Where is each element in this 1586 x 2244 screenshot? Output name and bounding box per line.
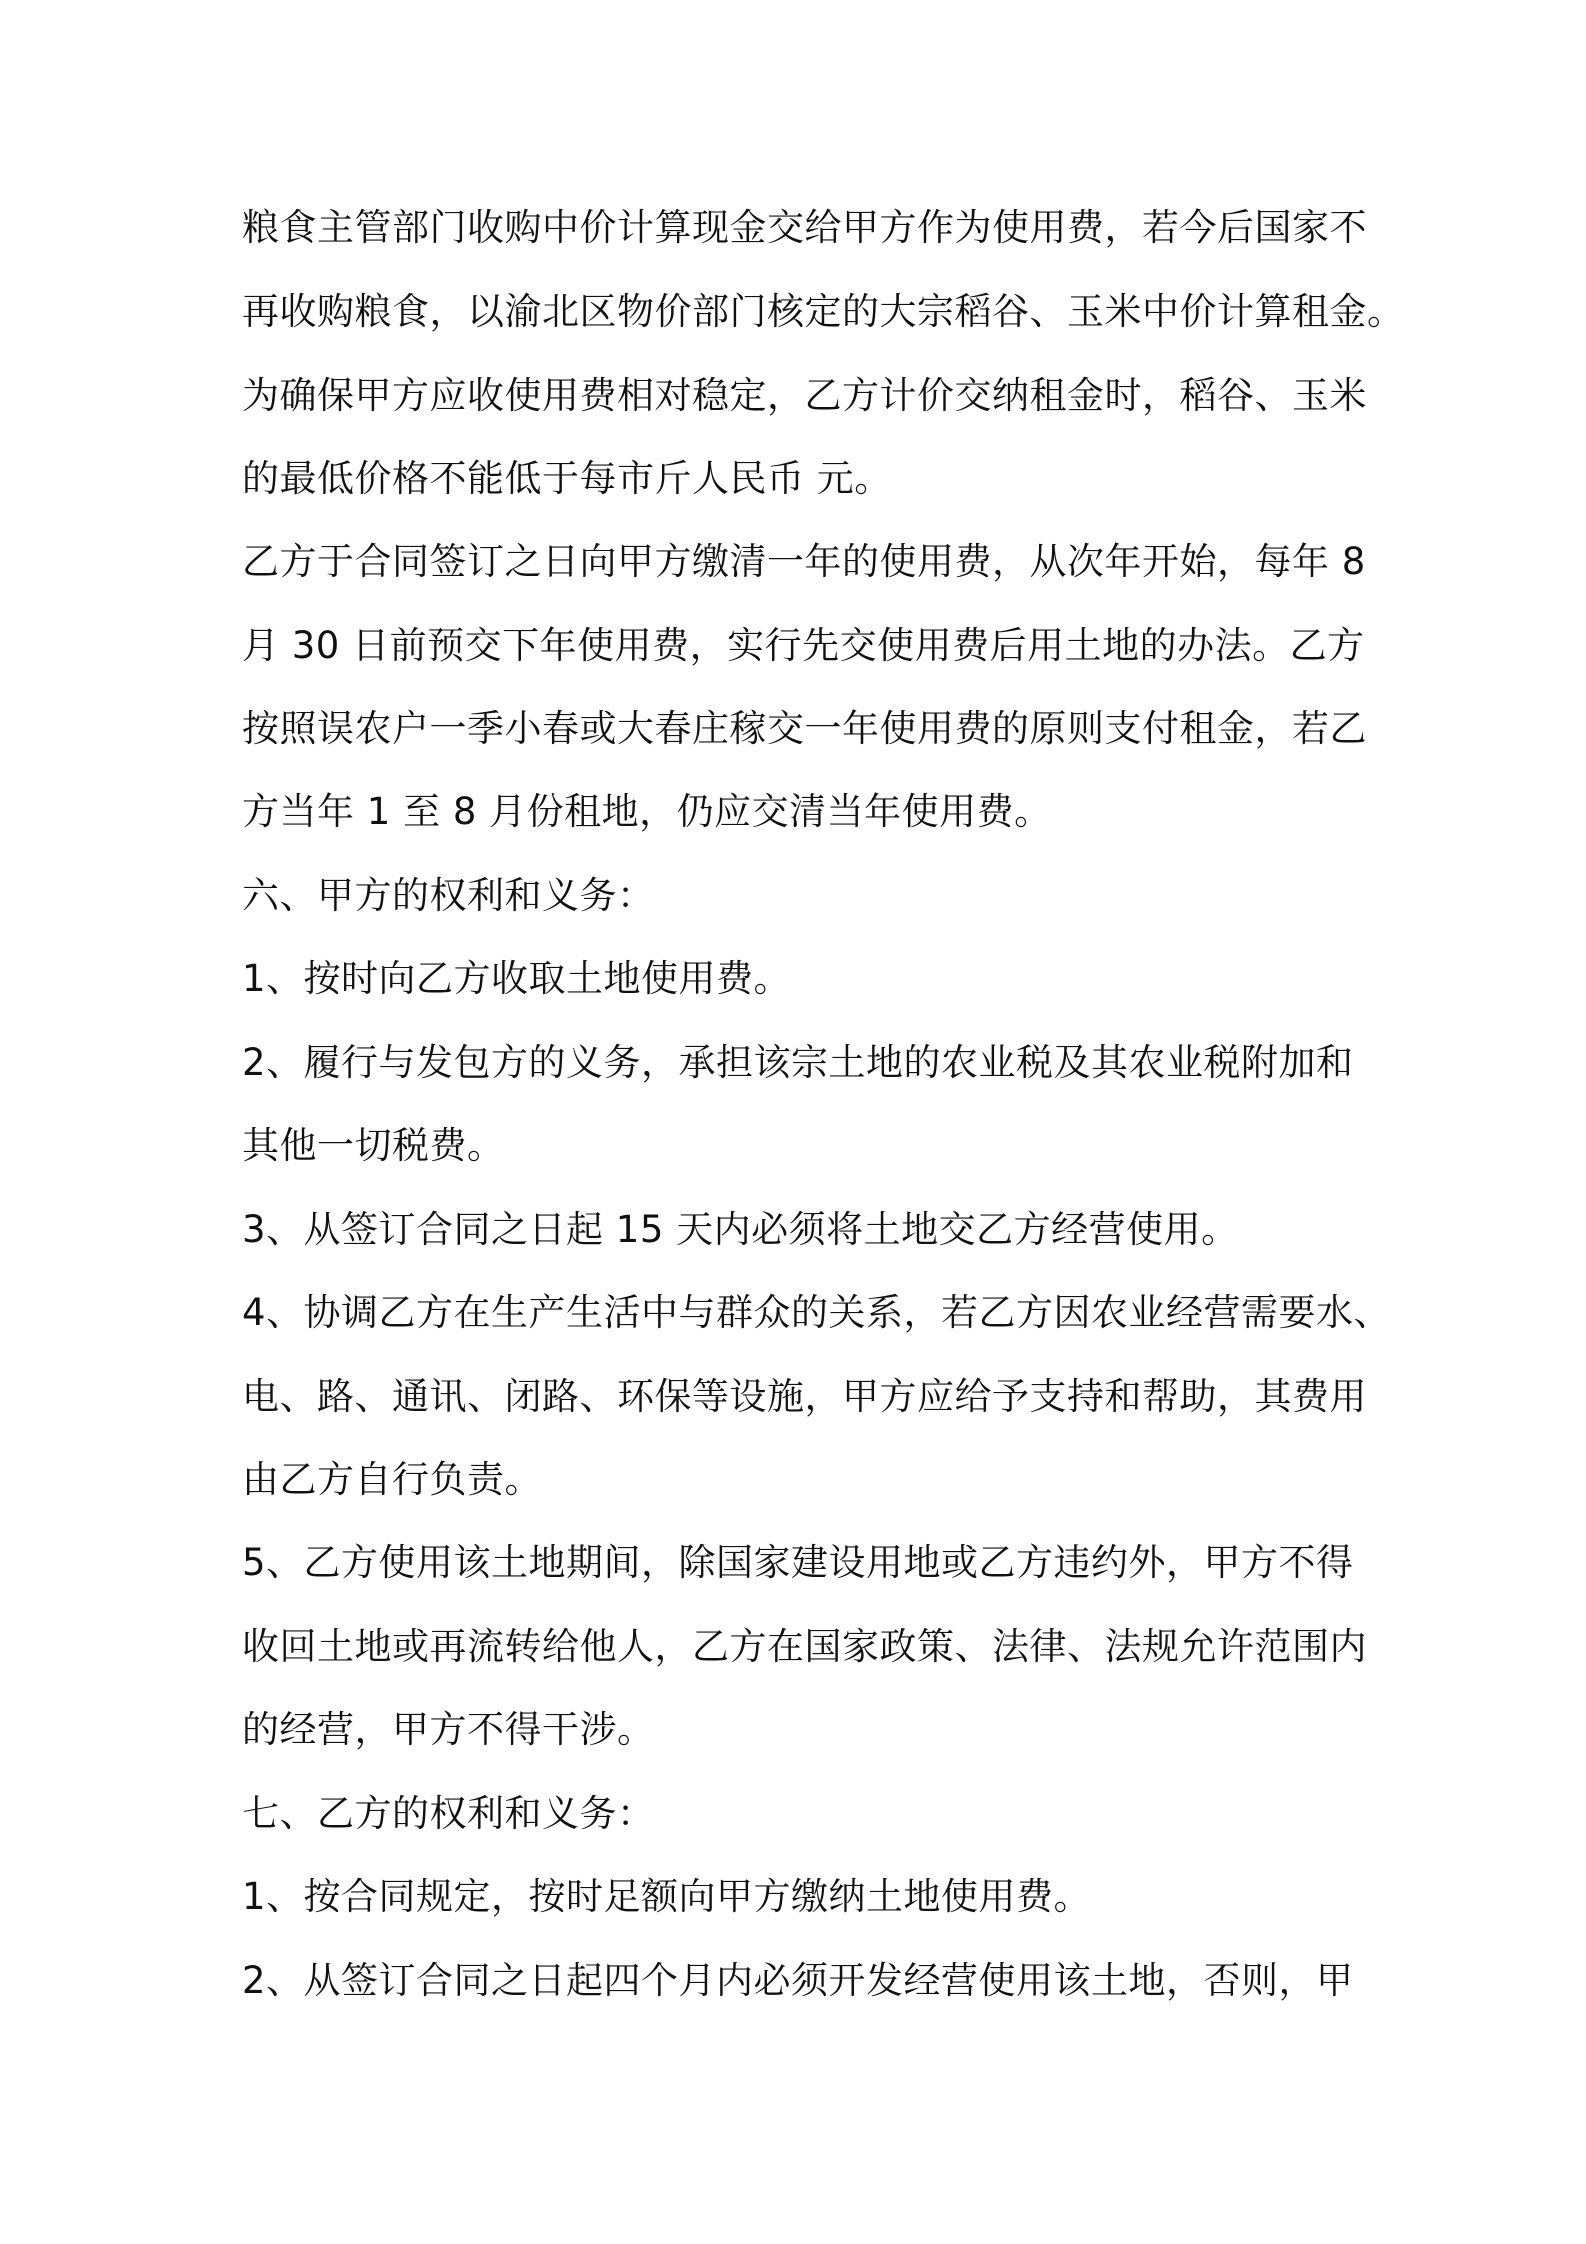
section-heading: 七、乙方的权利和义务：	[242, 1792, 655, 1835]
text-line: 粮食主管部门收购中价计算现金交给甲方作为使用费，若今后国家不	[242, 206, 1367, 249]
text-line: 4、协调乙方在生产生活中与群众的关系，若乙方因农业经营需要水、	[242, 1291, 1392, 1334]
text-line: 按照误农户一季小春或大春庄稼交一年使用费的原则支付租金，若乙	[242, 707, 1367, 750]
text-line: 收回土地或再流转给他人，乙方在国家政策、法律、法规允许范围内	[242, 1625, 1367, 1668]
text-line: 电、路、通讯、闭路、环保等设施，甲方应给予支持和帮助，其费用	[242, 1375, 1367, 1418]
text-line: 的经营，甲方不得干涉。	[242, 1708, 655, 1751]
text-line: 2、履行与发包方的义务，承担该宗土地的农业税及其农业税附加和	[242, 1041, 1354, 1084]
text-line: 乙方于合同签订之日向甲方缴清一年的使用费，从次年开始，每年 8	[242, 540, 1366, 583]
text-line: 由乙方自行负责。	[242, 1458, 542, 1501]
text-line: 的最低价格不能低于每市斤人民币 元。	[242, 457, 892, 500]
text-line: 1、按时向乙方收取土地使用费。	[242, 957, 792, 1000]
text-line: 其他一切税费。	[242, 1124, 505, 1167]
text-line: 为确保甲方应收使用费相对稳定，乙方计价交纳租金时，稻谷、玉米	[242, 374, 1367, 417]
text-line: 方当年 1 至 8 月份租地，仍应交清当年使用费。	[242, 790, 1052, 833]
text-line: 5、乙方使用该土地期间，除国家建设用地或乙方违约外，甲方不得	[242, 1541, 1354, 1584]
text-line: 1、按合同规定，按时足额向甲方缴纳土地使用费。	[242, 1875, 1092, 1918]
text-line: 再收购粮食，以渝北区物价部门核定的大宗稻谷、玉米中价计算租金。	[242, 290, 1405, 333]
section-heading: 六、甲方的权利和义务：	[242, 874, 655, 917]
text-line: 2、从签订合同之日起四个月内必须开发经营使用该土地，否则，甲	[242, 1959, 1354, 2002]
text-line: 月 30 日前预交下年使用费，实行先交使用费后用土地的办法。乙方	[242, 624, 1365, 667]
text-line: 3、从签订合同之日起 15 天内必须将土地交乙方经营使用。	[242, 1208, 1239, 1251]
